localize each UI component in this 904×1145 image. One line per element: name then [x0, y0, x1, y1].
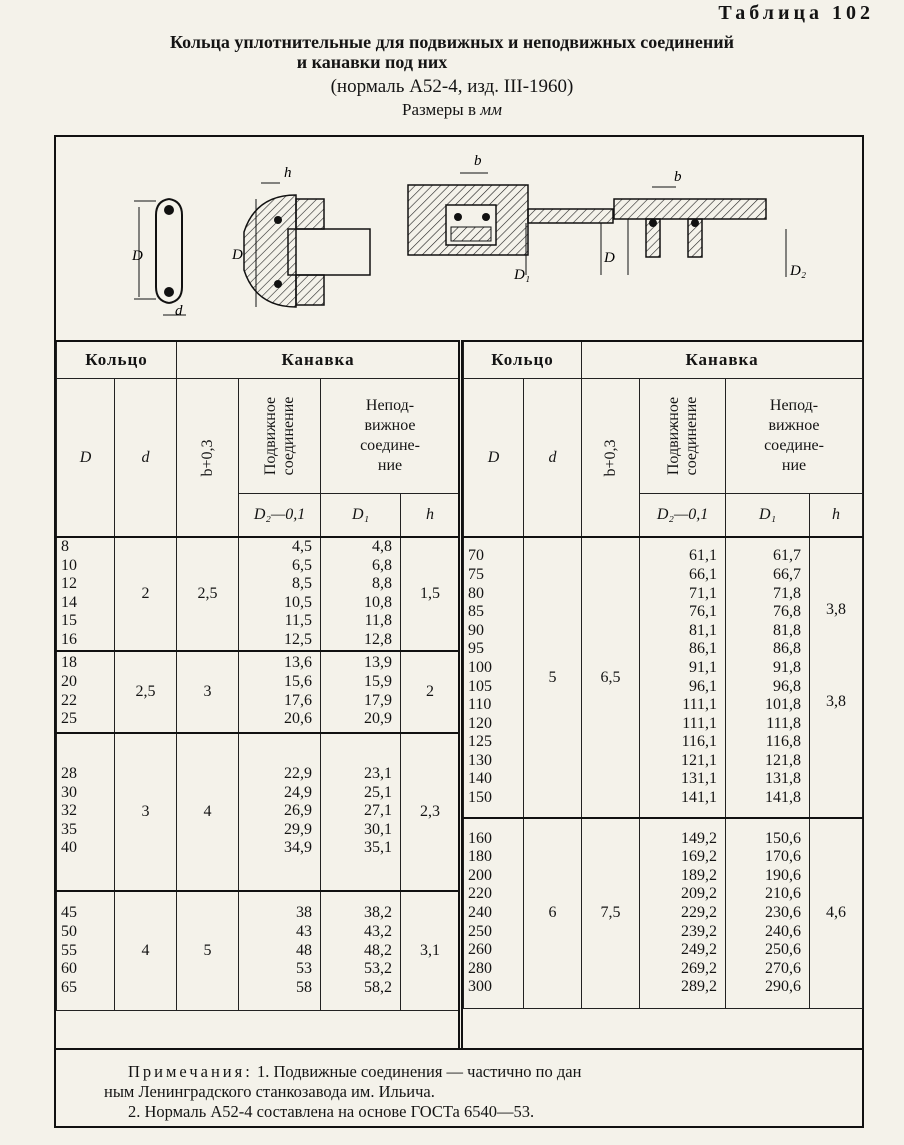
- col-D2-header: D₂—0,1: [239, 494, 321, 538]
- label-b-shaft: b: [474, 153, 482, 169]
- right-g2-h: 4,6: [810, 818, 863, 1008]
- standard-reference: (нормаль А52-4, изд. III-1960): [330, 76, 574, 97]
- right-g2-D2: 149,2 169,2 189,2 209,2 229,2 239,2 249,2 269,2 289,2: [640, 818, 726, 1008]
- units-prefix: Размеры в: [402, 100, 477, 119]
- right-g1-h-top: 3,8: [826, 601, 847, 618]
- left-g1-D2: 4,5 6,5 8,5 10,5 11,5 12,5: [239, 537, 321, 651]
- col-b-header: b+0,3: [177, 379, 239, 538]
- left-g2-D2: 13,6 15,6 17,6 20,6: [239, 651, 321, 733]
- left-g2-d: 2,5: [115, 651, 177, 733]
- left-g1-D: 8 10 12 14 15 16: [57, 537, 115, 651]
- left-g1-h: 1,5: [401, 537, 460, 651]
- ring-header-right: Кольцо: [464, 341, 582, 379]
- movable-header-right: Подвижное соединение: [640, 379, 726, 494]
- notes-label: Примечания:: [128, 1062, 253, 1081]
- ring-section-figure: [131, 199, 186, 319]
- left-g4-D1: 38,2 43,2 48,2 53,2 58,2: [321, 891, 401, 1011]
- right-g1-D1: 61,7 66,7 71,8 76,8 81,8 86,8 91,8 96,8 101,8 111,8 116,8 121,8 131,8 141,8: [726, 537, 810, 818]
- left-g2-D: 18 20 22 25: [57, 651, 115, 733]
- label-d: d: [175, 303, 183, 319]
- units-note: [0, 100, 904, 120]
- left-g4-D: 45 50 55 60 65: [57, 891, 115, 1011]
- shaft-joint-figure: [408, 153, 615, 283]
- col-d-header-right: d: [524, 379, 582, 538]
- right-g2-D1: 150,6 170,6 190,6 210,6 230,6 240,6 250,6 270,6 290,6: [726, 818, 810, 1008]
- seal-table-right: [463, 340, 863, 1009]
- movable-header: Подвижное соединение: [239, 379, 321, 494]
- ring-header: Кольцо: [57, 341, 177, 379]
- left-g4-d: 4: [115, 891, 177, 1011]
- table-right-half: [463, 340, 862, 1009]
- fixed-header: Непод- вижное соедине- ние: [321, 379, 460, 494]
- right-g1-b: 6,5: [582, 537, 640, 818]
- movable-joint-figure: [231, 165, 370, 307]
- col-D-header-right: D: [464, 379, 524, 538]
- table-left-half: [56, 340, 459, 1011]
- note-1-start: 1. Подвижные соединения — частично по дан: [256, 1062, 582, 1081]
- left-g2-h: 2: [401, 651, 460, 733]
- groove-header-right: Канавка: [582, 341, 863, 379]
- left-g3-D: 28 30 32 35 40: [57, 733, 115, 891]
- label-b-fixed: b: [674, 169, 682, 185]
- fixed-header-right: Непод- вижное соедине- ние: [726, 379, 863, 494]
- seal-figures: [56, 137, 862, 342]
- left-g3-b: 4: [177, 733, 239, 891]
- col-D2-header-right: D₂—0,1: [640, 494, 726, 538]
- note-1-line-2: ным Ленинградского станкозавода им. Ильича.: [104, 1082, 435, 1101]
- left-g3-h: 2,3: [401, 733, 460, 891]
- label-D-shaft: D: [604, 250, 615, 266]
- label-D2-fixed: D₂: [790, 263, 807, 279]
- note-2: 2. Нормаль А52-4 составлена на основе ГОСТа 6540—53.: [128, 1102, 535, 1121]
- left-g4-h: 3,1: [401, 891, 460, 1011]
- left-g4-D2: 38 43 48 53 58: [239, 891, 321, 1011]
- left-g1-b: 2,5: [177, 537, 239, 651]
- table-title-line2: и канавки под них: [296, 52, 448, 72]
- right-g2-b: 7,5: [582, 818, 640, 1008]
- left-g2-D1: 13,9 15,9 17,9 20,9: [321, 651, 401, 733]
- units-unit: мм: [480, 100, 502, 119]
- seal-table-left: [56, 340, 460, 1011]
- right-g1-h: [810, 537, 863, 818]
- left-g3-D2: 22,9 24,9 26,9 29,9 34,9: [239, 733, 321, 891]
- left-g3-d: 3: [115, 733, 177, 891]
- col-D1-header: D₁: [321, 494, 401, 538]
- right-g1-d: 5: [524, 537, 582, 818]
- col-h-header-right: h: [810, 494, 863, 538]
- table-title-line1: Кольца уплотнительные для подвижных и неподвижных соединений: [169, 32, 734, 52]
- right-g1-D: 70 75 80 85 90 95 100 105 110 120 125 130 140 150: [464, 537, 524, 818]
- label-h-movable: h: [284, 165, 292, 181]
- left-g3-D1: 23,1 25,1 27,1 30,1 35,1: [321, 733, 401, 891]
- table-number: Таблица 102: [718, 2, 874, 24]
- notes-divider: [56, 1048, 862, 1050]
- groove-header: Канавка: [177, 341, 460, 379]
- label-D-movable: D: [232, 247, 243, 263]
- right-g2-D: 160 180 200 220 240 250 260 280 300: [464, 818, 524, 1008]
- col-d-header: d: [115, 379, 177, 538]
- left-g4-b: 5: [177, 891, 239, 1011]
- col-D-header: D: [57, 379, 115, 538]
- left-g1-d: 2: [115, 537, 177, 651]
- col-D1-header-right: D₁: [726, 494, 810, 538]
- col-h-header: h: [401, 494, 460, 538]
- note-1-line-1: [104, 1062, 842, 1082]
- fixed-joint-figure: [614, 169, 806, 279]
- left-g1-D1: 4,8 6,8 8,8 10,8 11,8 12,8: [321, 537, 401, 651]
- table-frame: [54, 135, 864, 1128]
- right-g2-d: 6: [524, 818, 582, 1008]
- table-notes: [104, 1062, 842, 1122]
- right-g1-D2: 61,1 66,1 71,1 76,1 81,1 86,1 91,1 96,1 111,1 111,1 116,1 121,1 131,1 141,1: [640, 537, 726, 818]
- label-D: D: [132, 248, 143, 264]
- left-g2-b: 3: [177, 651, 239, 733]
- col-b-header-right: b+0,3: [582, 379, 640, 538]
- label-D1-shaft: D₁: [514, 267, 531, 283]
- right-g1-h-mid: 3,8: [826, 693, 847, 710]
